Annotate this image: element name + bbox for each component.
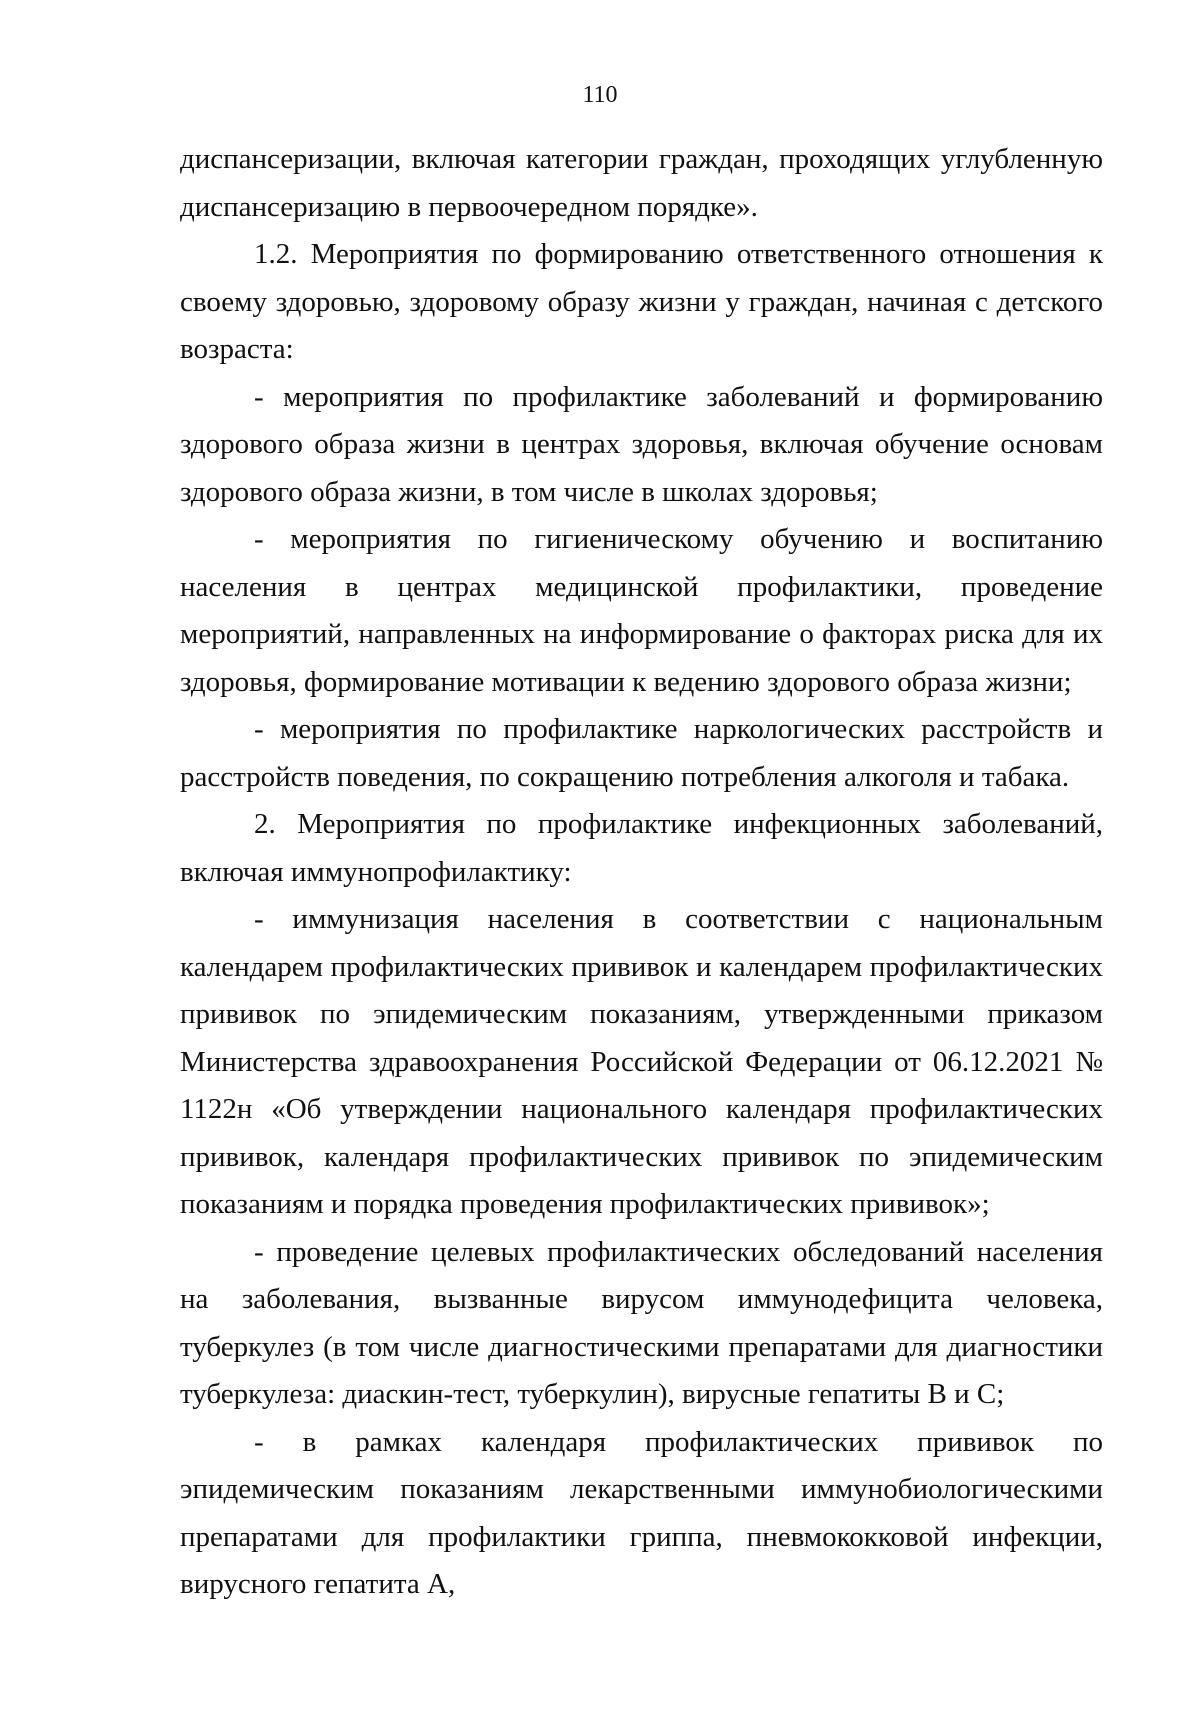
paragraph-section-1-2: 1.2. Мероприятия по формированию ответственного отношения к своему здоровью, здоровому образу жизни у граждан, начиная с детского возраста:: [180, 238, 1103, 365]
paragraph-dispensary-continuation: диспансеризации, включая категории граждан, проходящих углубленную диспансеризацию в первоочередном порядке».: [180, 143, 1103, 223]
list-item-targeted-screening: - проведение целевых профилактических обследований населения на заболевания, вызванные вирусом иммунодефицита человека, туберкулез (в том числе диагностическими препаратами для диагностики туберкулеза: диаскин-тест, туберкулин), вирусные гепатиты В и С;: [180, 1235, 1103, 1410]
page-number: 110: [582, 82, 618, 108]
list-item-hygiene-education: - мероприятия по гигиеническому обучению и воспитанию населения в центрах медицинской профилактики, проведение мероприятий, направленных на информирование о факторах риска для их здоровья, формирование мотивации к ведению здорового образа жизни;: [180, 523, 1103, 698]
list-item-epidemic-vaccination: - в рамках календаря профилактических прививок по эпидемическим показаниям лекарственными иммунобиологическими препаратами для профилактики гриппа, пневмококковой инфекции, вирусного гепатита А,: [180, 1425, 1103, 1600]
page-body: [180, 136, 1103, 1609]
list-item-narcological-prevention: - мероприятия по профилактике наркологических расстройств и расстройств поведения, по сокращению потребления алкоголя и табака.: [180, 713, 1103, 793]
list-item-immunization: - иммунизация населения в соответствии с национальным календарем профилактических прививок и календарем профилактических прививок по эпидемическим показаниям, утвержденными приказом Министерства здравоохранения Российской Федерации от 06.12.2021 № 1122н «Об утверждении национального календаря профилактических прививок, календаря профилактических прививок по эпидемическим показаниям и порядка проведения профилактических прививок»;: [180, 903, 1103, 1220]
list-item-health-centers: - мероприятия по профилактике заболеваний и формированию здорового образа жизни в центрах здоровья, включая обучение основам здорового образа жизни, в том числе в школах здоровья;: [180, 380, 1103, 508]
paragraph-section-2: 2. Мероприятия по профилактике инфекционных заболеваний, включая иммунопрофилактику:: [180, 808, 1103, 888]
